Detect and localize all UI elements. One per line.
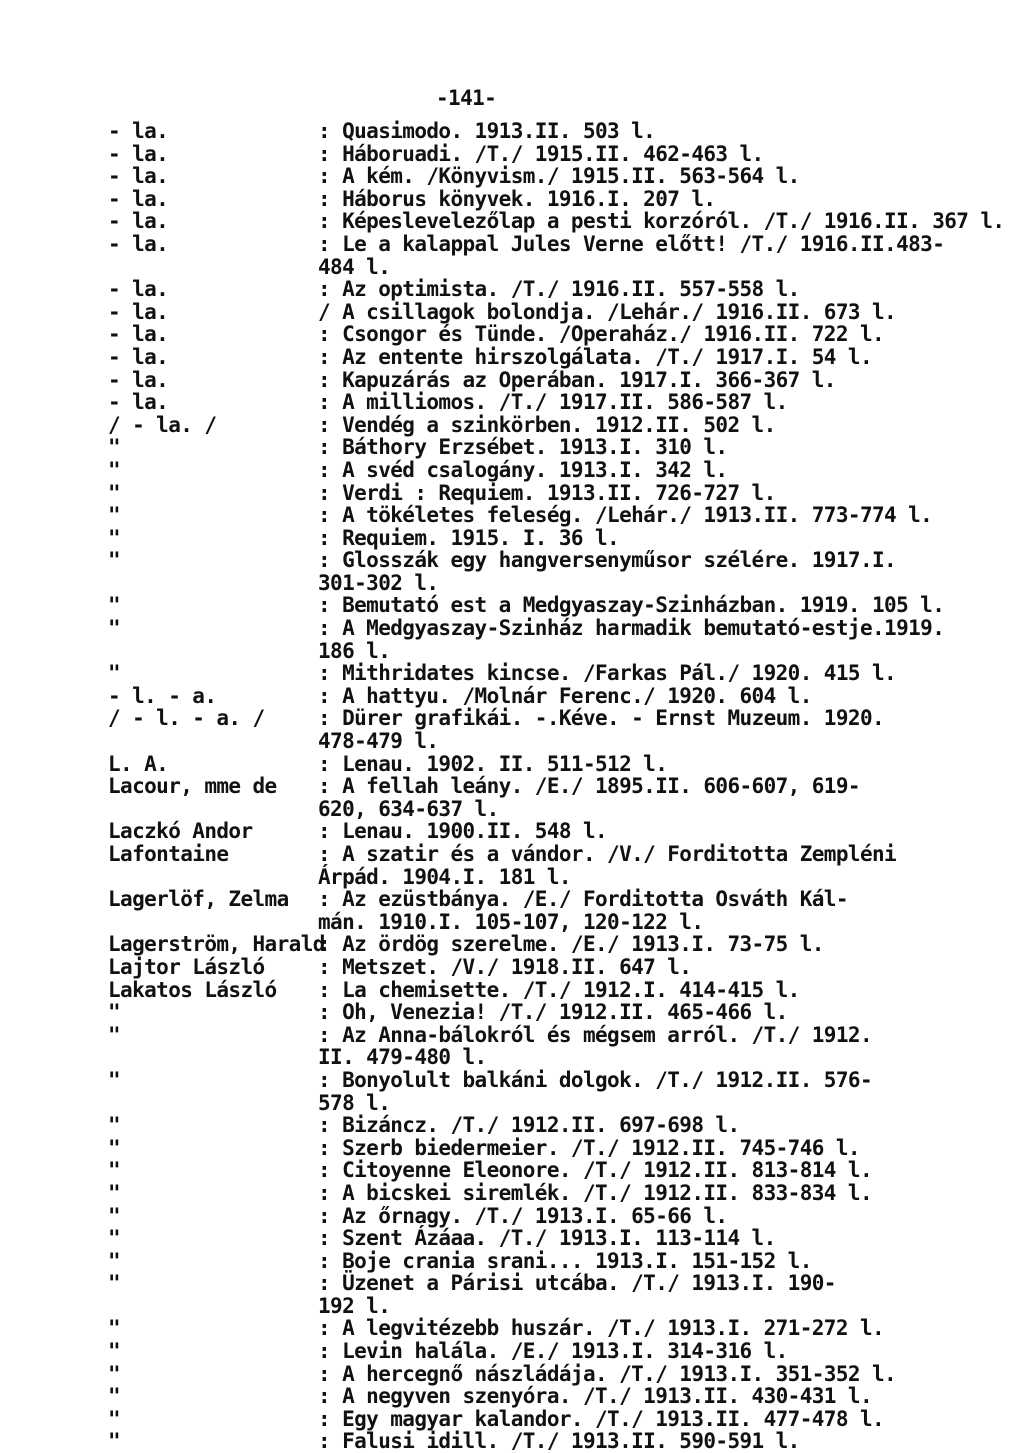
entry-citation: : A bicskei siremlék. /T./ 1912.II. 833-834 l. [318,1180,872,1205]
entry-author: " [108,1226,121,1251]
entry-author: " [108,1022,121,1047]
bibliography-entry [108,1092,1008,1115]
bibliography-entry [108,753,1008,776]
entry-author [108,1046,318,1069]
bibliography-entry [108,143,1008,166]
bibliography-entry [108,278,1008,301]
bibliography-entry [108,888,1008,911]
entry-author [108,866,318,889]
bibliography-entry [108,233,1008,256]
entry-author [108,1295,318,1318]
entry-citation: 484 l. [318,254,391,279]
entry-citation: / A csillagok bolondja. /Lehár./ 1916.II. 673 l. [318,299,897,324]
entry-author: " [108,525,121,550]
entry-citation: : A szatir és a vándor. /V./ Forditotta Zempléni [318,842,897,866]
entry-author: " [108,1271,121,1296]
bibliography-entry [108,685,1008,708]
bibliography-entry [108,436,1008,459]
entry-author: " [108,616,121,641]
entry-citation: 478-479 l. [318,729,439,754]
entry-citation: : A fellah leány. /E./ 1895.II. 606-607, 619- [318,774,860,799]
bibliography-entry [108,1159,1008,1182]
entry-citation: : Citoyenne Eleonore. /T./ 1912.II. 813-814 l. [318,1158,872,1183]
entry-citation: : Képeslevelezőlap a pesti korzóról. /T./ 1916.II. 367 l. [318,209,1005,234]
entry-citation: : A kém. /Könyvism./ 1915.II. 563-564 l. [318,164,800,189]
entry-citation: : Az optimista. /T./ 1916.II. 557-558 l. [318,277,800,302]
bibliography-entry [108,414,1008,437]
entry-citation: : Lenau. 1900.II. 548 l. [318,819,608,844]
entry-citation: : A hercegnő nászládája. /T./ 1913.I. 351-352 l. [318,1361,897,1386]
bibliography-entry [108,1182,1008,1205]
bibliography-entry [108,798,1008,821]
entry-author: Lagerström, Harald [108,932,325,957]
entry-author: " [108,1248,121,1273]
entry-citation: : Kapuzárás az Operában. 1917.I. 366-367 l. [318,367,836,392]
entry-author: " [108,1000,121,1025]
entry-citation: : A svéd csalogány. 1913.I. 342 l. [318,457,728,482]
entry-author: Lagerlöf, Zelma [108,887,289,912]
entry-citation: : Az entente hirszolgálata. /T./ 1917.I. 54 l. [318,344,872,369]
bibliography-entry [108,1340,1008,1363]
entry-citation: : Quasimodo. 1913.II. 503 l. [318,119,656,143]
entry-citation: 301-302 l. [318,570,439,595]
entry-author: " [108,435,121,460]
entry-author: Lacour, mme de [108,774,277,799]
bibliography-entry [108,775,1008,798]
entry-citation: : A tökéletes feleség. /Lehár./ 1913.II. 773-774 l. [318,503,933,528]
bibliography-entry [108,1024,1008,1047]
entry-citation: : Az ezüstbánya. /E./ Forditotta Osváth Kál- [318,887,848,912]
bibliography-entry [108,1250,1008,1273]
bibliography-entry [108,1317,1008,1340]
entry-citation: : Háboruadi. /T./ 1915.II. 462-463 l. [318,141,764,166]
entry-author: " [108,661,121,686]
entry-author: " [108,548,121,573]
entry-citation: : A Medgyaszay-Szinház harmadik bemutató-estje.1919. [318,616,945,641]
entry-author: L. A. [108,751,169,776]
bibliography-entry [108,1295,1008,1318]
entry-author: / - la. / [108,412,217,437]
entry-citation: : Le a kalappal Jules Verne előtt! /T./ 1916.II.483- [318,231,945,256]
bibliography-entry [108,391,1008,414]
entry-citation: : Az ördög szerelme. /E./ 1913.I. 73-75 l. [318,932,824,957]
entry-author: " [108,1361,121,1386]
entry-citation: : Egy magyar kalandor. /T./ 1913.II. 477-478 l. [318,1406,885,1431]
entry-author: - la. [108,390,169,415]
entry-author: " [108,1406,121,1431]
entry-author [108,730,318,753]
entry-citation: : Oh, Venezia! /T./ 1912.II. 465-466 l. [318,1000,788,1025]
entry-author: - la. [108,186,169,211]
bibliography-entry [108,210,1008,233]
entry-author: " [108,1316,121,1341]
entry-citation: : A negyven szenyóra. /T./ 1913.II. 430-431 l. [318,1384,872,1409]
bibliography-entry [108,707,1008,730]
entry-author: " [108,480,121,505]
bibliography-entry [108,323,1008,346]
bibliography-entry [108,866,1008,889]
entry-author: " [108,1158,121,1183]
bibliography-entry [108,1363,1008,1386]
entry-author: / - l. - a. / [108,706,265,731]
bibliography-entry [108,1272,1008,1295]
entry-author: - la. [108,367,169,392]
bibliography-entry [108,956,1008,979]
entry-citation: : La chemisette. /T./ 1912.I. 414-415 l. [318,977,800,1002]
entry-citation: 620, 634-637 l. [318,796,499,821]
entry-citation: : Bemutató est a Medgyaszay-Szinházban. 1919. 105 l. [318,593,945,618]
entry-citation: : Üzenet a Párisi utcába. /T./ 1913.I. 190- [318,1271,836,1296]
entry-citation: : Bizáncz. /T./ 1912.II. 697-698 l. [318,1113,740,1138]
bibliography-entry [108,820,1008,843]
page-number: -141- [436,86,497,110]
bibliography-entry [108,1114,1008,1137]
entry-author: " [108,1339,121,1364]
bibliography-entry [108,1408,1008,1431]
bibliography-entry [108,459,1008,482]
bibliography-entry [108,1046,1008,1069]
entry-citation: 186 l. [318,638,391,663]
entry-author [108,256,318,279]
entry-author: " [108,503,121,528]
entry-citation: : Falusi idill. /T./ 1913.II. 590-591 l. [318,1429,800,1453]
entry-author: - la. [108,299,169,324]
entry-citation: : Szerb biedermeier. /T./ 1912.II. 745-746 l. [318,1135,860,1160]
entry-citation: : Az Anna-bálokról és mégsem arról. /T./ 1912. [318,1022,872,1047]
entry-citation: : Háborus könyvek. 1916.I. 207 l. [318,186,716,211]
bibliography-entry [108,482,1008,505]
entry-citation: : Bonyolult balkáni dolgok. /T./ 1912.II. 576- [318,1067,872,1092]
entry-author: " [108,593,121,618]
entry-citation: mán. 1910.I. 105-107, 120-122 l. [318,909,704,934]
bibliography-entry [108,730,1008,753]
bibliography-entry [108,188,1008,211]
bibliography-entry [108,1205,1008,1228]
entry-author: " [108,1113,121,1138]
entry-author: Lakatos László [108,977,277,1002]
entry-citation: : Boje crania srani... 1913.I. 151-152 l. [318,1248,812,1273]
entry-author: - la. [108,164,169,189]
entry-author: " [108,1135,121,1160]
entry-citation: : A hattyu. /Molnár Ferenc./ 1920. 604 l. [318,683,812,708]
entry-citation: : Lenau. 1902. II. 511-512 l. [318,751,668,776]
entry-author [108,911,318,934]
entry-author: - la. [108,119,169,143]
entry-author: - la. [108,209,169,234]
bibliography-entry [108,617,1008,640]
entry-citation: : Levin halála. /E./ 1913.I. 314-316 l. [318,1339,788,1364]
bibliography-entry [108,1137,1008,1160]
bibliography-entry [108,1227,1008,1250]
entry-author [108,572,318,595]
entry-citation: : Glosszák egy hangversenyműsor szélére. 1917.I. [318,548,897,573]
entry-citation: : Mithridates kincse. /Farkas Pál./ 1920. 415 l. [318,661,897,686]
entry-author: - la. [108,141,169,166]
entry-citation: : Vendég a szinkörben. 1912.II. 502 l. [318,412,776,437]
entry-author: Laczkó Andor [108,819,253,844]
entry-author: Lajtor László [108,954,265,979]
bibliography-entry [108,640,1008,663]
entry-citation: Árpád. 1904.I. 181 l. [318,864,571,889]
entry-citation: : Verdi : Requiem. 1913.II. 726-727 l. [318,480,776,505]
entry-citation: 578 l. [318,1090,391,1115]
bibliography-entry [108,301,1008,324]
entry-author: - la. [108,344,169,369]
bibliography-entry [108,165,1008,188]
entry-author: - la. [108,277,169,302]
entry-citation: II. 479-480 l. [318,1045,487,1070]
bibliography-entry [108,549,1008,572]
bibliography-entry [108,346,1008,369]
bibliography-entry [108,527,1008,550]
entry-author: - la. [108,322,169,347]
entry-citation: : Szent Ázáaa. /T./ 1913.I. 113-114 l. [318,1226,776,1251]
bibliography-entry [108,1430,1008,1453]
entry-citation: 192 l. [318,1293,391,1318]
bibliography-entry [108,933,1008,956]
entry-citation: : Báthory Erzsébet. 1913.I. 310 l. [318,435,728,460]
entry-author [108,1092,318,1115]
entry-author: " [108,1180,121,1205]
entry-author [108,798,318,821]
entry-author: " [108,1203,121,1228]
entry-author: " [108,1067,121,1092]
entry-citation: : Csongor és Tünde. /Operaház./ 1916.II. 722 l. [318,322,885,347]
entry-author: " [108,457,121,482]
bibliography-entry [108,911,1008,934]
entry-author: Lafontaine [108,842,229,866]
bibliography-entry [108,843,1008,866]
entry-citation: : Metszet. /V./ 1918.II. 647 l. [318,954,692,979]
entry-author [108,640,318,663]
entry-citation: : Az őrnagy. /T./ 1913.I. 65-66 l. [318,1203,728,1228]
entry-citation: : Requiem. 1915. I. 36 l. [318,525,620,550]
entry-citation: : A legvitézebb huszár. /T./ 1913.I. 271-272 l. [318,1316,885,1341]
bibliography-entry [108,594,1008,617]
entry-author: " [108,1384,121,1409]
bibliography-entry [108,369,1008,392]
entry-citation: : A milliomos. /T./ 1917.II. 586-587 l. [318,390,788,415]
bibliography-entry [108,662,1008,685]
entry-author: - la. [108,231,169,256]
bibliography-entry [108,979,1008,1002]
bibliography-entry [108,1385,1008,1408]
bibliography-entry [108,1069,1008,1092]
entry-author: " [108,1429,121,1453]
bibliography-entry [108,504,1008,527]
bibliography-list [108,120,1008,1453]
entry-citation: : Dürer grafikái. -.Kéve. - Ernst Muzeum. 1920. [318,706,885,731]
entry-author: - l. - a. [108,683,217,708]
bibliography-entry [108,1001,1008,1024]
bibliography-entry [108,572,1008,595]
bibliography-entry [108,120,1008,143]
bibliography-entry [108,256,1008,279]
